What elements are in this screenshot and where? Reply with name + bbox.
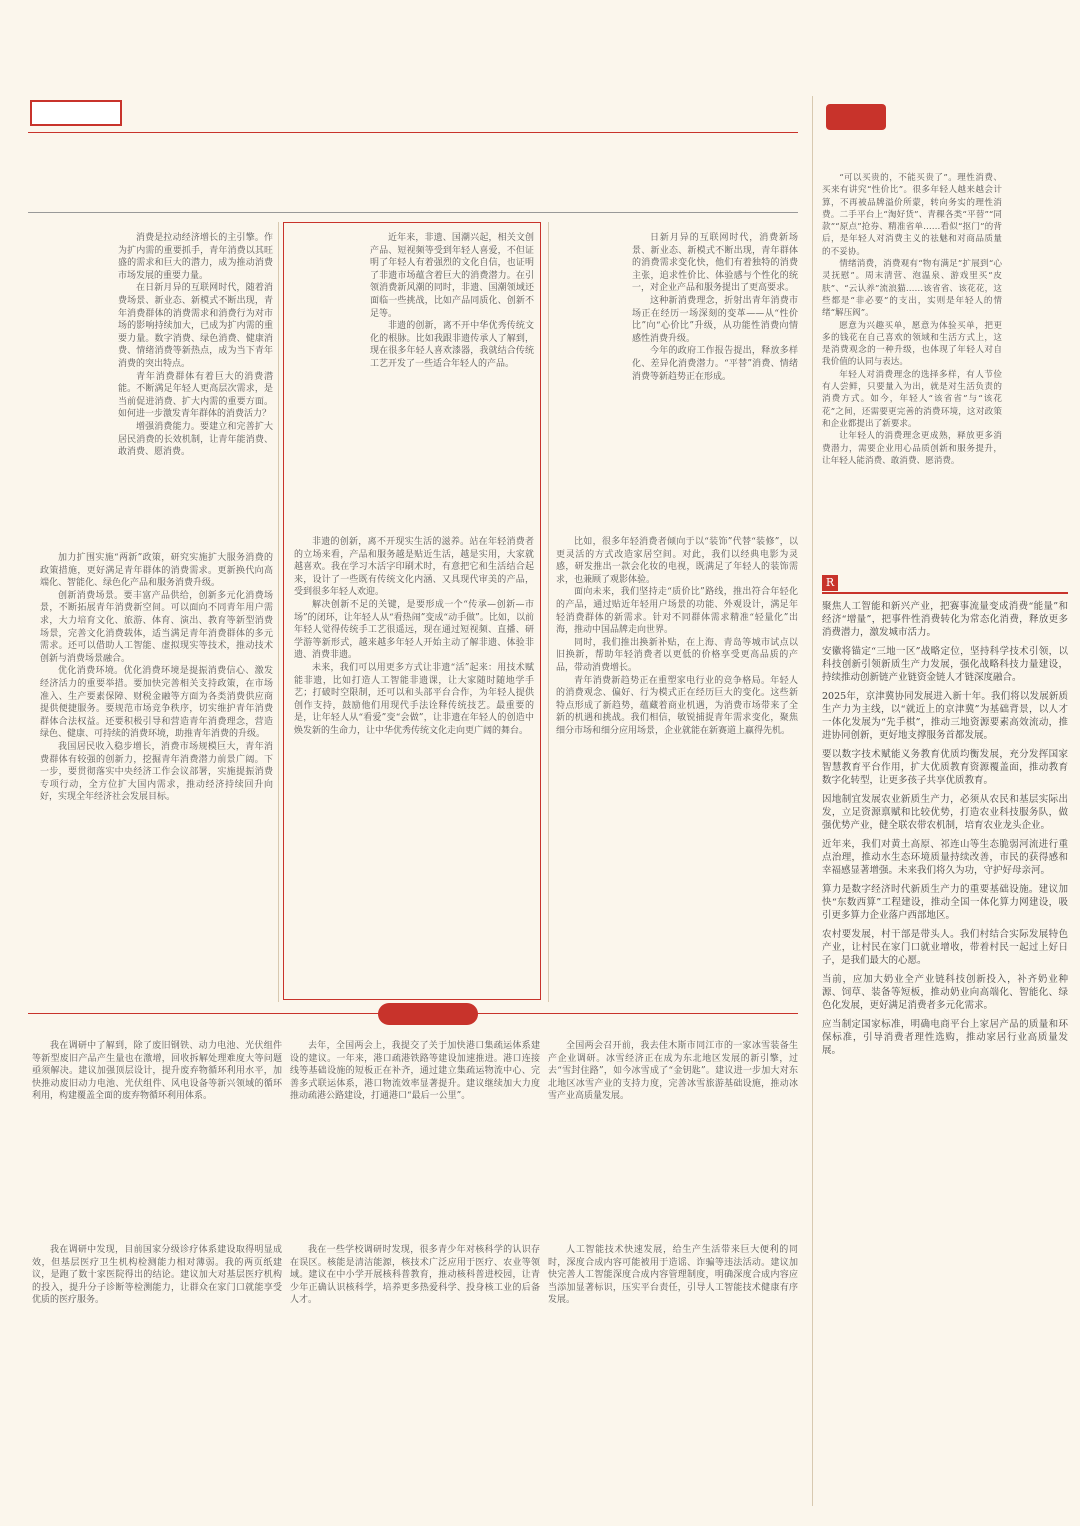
duty-article-body: 人工智能技术快速发展，给生产生活带来巨大便利的同时，深度合成内容可能被用于造谣、诈骗等违法活动。建议加快完善人工智能深度合成内容管理制度，明确深度合成内容应当添加显著标识，压实平台责任，引导人工智能技术健康有序发展。 [548, 1245, 798, 1306]
article-title [296, 234, 356, 534]
speech-item: 算力是数字经济时代新质生产力的重要基础设施。建议加快“东数西算”工程建设，推动全国一体化算力网建设，吸引更多算力企业落户西部地区。 [822, 884, 1068, 921]
speech-list [822, 600, 1068, 1480]
article-body: 消费是拉动经济增长的主引擎。作为扩内需的重要抓手，青年消费以其旺盛的需求和巨大的潜力，成为推动消费市场发展的重要力量。 在日新月异的互联网时代，随着消费场景、新业态、新模式不断出现，青年消费群体的消费需求和消费行为对市场的影响持续加大，已成为扩内需的重要力量。数字消费、绿色消费、健康消费、情绪消费等新热点，成为当下青年消费的突出特点。 青年消费群体有着巨大的消费潜能。不断满足年轻人更高层次需求，是当前促进消费、扩大内需的重要方面。如何进一步激发青年群体的消费活力？ 增强消费能力。要建立和完善扩大居民消费的长效机制，让青年能消费、敢消费、愿消费。 [118, 233, 273, 458]
slogan-badge [30, 100, 122, 126]
speech-item: 当前，应加大奶业全产业链科技创新投入，补齐奶业种源、饲草、装备等短板，推动奶业向高端化、智能化、绿色化发展，更好满足消费者多元化需求。 [822, 974, 1068, 1011]
speech-item: 应当制定国家标准，明确电商平台上家居产品的质量和环保标准，引导消费者理性选购，推动家居行业高质量发展。 [822, 1019, 1068, 1056]
duty-article [32, 1240, 282, 1450]
headline-rule [28, 212, 798, 213]
duty-article-body: 我在调研中发现，目前国家分级诊疗体系建设取得明显成效，但基层医疗卫生机构检测能力相对薄弱。我的两页纸建议，是跑了数十家医院得出的结论。建议加大对基层医疗机构的投入，提升分子诊断等检测能力，让群众在家门口就能享受优质的医疗服务。 [32, 1245, 282, 1306]
newspaper-logo [32, 28, 152, 74]
main-headline [38, 140, 798, 204]
article-body: 比如，很多年轻消费者倾向于以“装饰”代替“装修”，以更灵活的方式改造家居空间。对此，我们以经典电影为灵感，研发推出一款会化妆的电视，既满足了年轻人的装饰需求，也兼顾了观影体验。 面向未来，我们坚持走“质价比”路线，推出符合年轻化的产品，通过贴近年轻用户场景的功能、外观设计，满足年轻消费群体的新需求。针对不同群体需求精准“轻量化”出海，推动中国品牌走向世界。 同时，我们推出换新补贴，在上海、青岛等城市试点以旧换新，帮助年轻消费者以更低的价格享受更高品质的产品，带动消费增长。 青年消费新趋势正在重塑家电行业的竞争格局。年轻人的消费观念、偏好、行为模式正在经历巨大的变化。这些新特点形成了新趋势，蕴藏着商业机遇，为消费市场带来了全新的机遇和挑战。我们相信，敏锐捕捉青年需求变化，聚焦细分市场和细分应用场景，企业就能在新赛道上赢得先机。 [556, 537, 798, 736]
article-title [560, 232, 620, 552]
duty-section-title [378, 1003, 478, 1025]
article-title [40, 232, 100, 552]
duty-article-body: 去年，全国两会上，我提交了关于加快港口集疏运体系建设的建议。一年来，港口疏港铁路等建设加速推进。港口连接线等基础设施的短板正在补齐，通过建立集疏运物流中心、完善多式联运体系，港口物流效率显著提升。建议继续加大力度推动疏港公路建设，打通港口“最后一公里”。 [290, 1041, 540, 1102]
article-body: 近年来，非遗、国潮兴起，相关文创产品、短视频等受到年轻人喜爱，不但证明了年轻人有着强烈的文化自信，也证明了非遗市场蕴含着巨大的消费潜力。在引领消费新风潮的同时，非遗、国潮领域还面临一些挑战，比如产品同质化、创新不足等。 非遗的创新，离不开中华优秀传统文化的根脉。比如我跟非遗传承人了解到，现在很多年轻人喜欢漆器，我就结合传统工艺开发了一些适合年轻人的产品。 [370, 233, 534, 369]
hot-comment-quote [904, 96, 1004, 168]
article-body: 日新月异的互联网时代，消费新场景、新业态、新模式不断出现，青年群体的消费需求变化快，他们有着独特的消费主张，追求性价比、体验感与个性化的统一，对企业产品和服务提出了更高要求。 这种新消费理念，折射出青年消费市场正在经历一场深刻的变革——从“性价比”向“心价比”升级，从功能性消费向情感性消费升级。 今年的政府工作报告提出，释放多样化、差异化消费潜力。“平替”消费、情绪消费等新趋势正在形成。 [632, 233, 798, 382]
hot-comment-body: “可以买贵的，不能买贵了”。理性消费、买来有讲究“性价比”。很多年轻人越来越会计算，不再被品牌溢价所蒙，转向务实的理性消费。二手平台上“淘好货”、青稞各类“平替”“同款”“原点”抢券、精准省单……看似“抠门”的背后，是年轻人对消费主义的祛魅和对商品质量的不妥协。 情绪消费，消费观有“物有满足”扩展到“心灵抚慰”。周末清营、泡温泉、游戏里买“皮肤”、“云认养”流浪猫……该省省、该花花，这些都是“非必要”的支出，实则是年轻人的情绪“解压阀”。 愿意为兴趣买单，愿意为体验买单，把更多的钱花在自己喜欢的领域和生活方式上，这是消费观念的一种升级，也体现了年轻人对自我价值的认同与表达。 年轻人对消费理念的选择多样，有人节俭有人尝鲜，只要量入为出，就是对生活负责的消费方式。如今，年轻人“该省省”与“该花花”之间，还需要更完善的消费环境，这对政策和企业都提出了新要求。 让年轻人的消费理念更成熟，释放更多消费潜力，需要企业用心品质创新和服务提升，让年轻人能消费、敢消费、愿消费。 [822, 173, 1002, 466]
article-divider [278, 222, 279, 1002]
duty-article [548, 1240, 798, 1450]
article-body: 非遗的创新，离不开现实生活的滋养。站在年轻消费者的立场来看，产品和服务越是贴近生活，越是实用，大家就越喜欢。我在学习木活字印刷术时，有意把它和生活结合起来，设计了一些既有传统文化内涵、又具现代审美的产品，受到很多年轻人欢迎。 解决创新不足的关键，是要形成一个“传承—创新—市场”的闭环，让年轻人从“看热闹”变成“动手做”。比如，以前年轻人觉得传统手工艺很遥远，现在通过短视频、直播、研学游等新形式，越来越多年轻人开始主动了解非遗、体验非遗、消费非遗。 未来，我们可以用更多方式让非遗“活”起来：用技术赋能非遗，比如打造人工智能非遗课，让大家随时随地学手艺；打破时空限制，还可以和头部平台合作，为年轻人提供创作支持，鼓励他们用现代手法诠释传统技艺。最重要的是，让年轻人从“看爱”变“会做”，让非遗在年轻人的创造中焕发新的生命力，让中华优秀传统文化走向更广阔的舞台。 [294, 537, 534, 736]
lede-text [435, 28, 790, 100]
duty-article [290, 1240, 540, 1450]
duty-article [32, 1036, 282, 1236]
header-rule [28, 132, 798, 133]
speech-section-icon: R [822, 575, 838, 591]
speech-item: 要以数字技术赋能义务教育优质均衡发展，充分发挥国家智慧教育平台作用，扩大优质教育资源覆盖面，推动教育数字化转型，让更多孩子共享优质教育。 [822, 749, 1068, 786]
duty-article [290, 1036, 540, 1236]
speech-section-header [822, 572, 1068, 594]
speech-item: 近年来，我们对黄土高原、祁连山等生态脆弱河流进行重点治理，推动水生态环境质量持续改善，市民的获得感和幸福感显著增强。未来我们将久为功，守护好母亲河。 [822, 839, 1068, 876]
special-issue-title [150, 22, 400, 78]
article-body: 加力扩围实施“两新”政策，研究实施扩大服务消费的政策措施，更好满足青年群体的消费需求。更新换代向高端化、智能化、绿色化产品和服务消费升级。 创新消费场景。要丰富产品供给，创新多元化消费场景，不断拓展青年消费新空间。可以面向不同青年用户需求，大力培育文化、旅游、体育、演出、教育等新型消费场景，完善文化消费载体，适当满足青年消费群体的多元需求。还可以借助人工智能、虚拟现实等技术，推动技术创新与消费场景融合。 优化消费环境。优化消费环境是提振消费信心、激发经济活力的重要举措。要加快完善相关支持政策，在市场准入、生产要素保障、财税金融等方面为各类消费供应商提供便捷服务。要规范市场竞争秩序，切实维护青年消费群体合法权益。还要积极引导和营造青年消费理念，营造绿色、健康、可持续的消费环境，助推青年消费的升级。 我国居民收入稳步增长，消费市场规模巨大，青年消费群体有较强的创新力，挖掘青年消费潜力前景广阔。下一步，要贯彻落实中央经济工作会议部署，实施提振消费专项行动，全方位扩大国内需求，推动经济持续回升向好，实现全年经济社会发展目标。 [40, 553, 273, 803]
duty-article-body: 全国两会召开前，我去佳木斯市同江市的一家冰雪装备生产企业调研。冰雪经济正在成为东北地区发展的新引擎，过去“雪封住路”，如今冰雪成了“金钥匙”。建议进一步加大对东北地区冰雪产业的支持力度，完善冰雪旅游基础设施，推动冰雪产业高质量发展。 [548, 1041, 798, 1102]
speech-item: 安徽将锚定“三地一区”战略定位，坚持科学技术引领，以科技创新引领新质生产力发展，强化战略科技力量建设，持续推动创新链产业链资金链人才链深度融合。 [822, 646, 1068, 683]
article-divider [548, 222, 549, 1002]
duty-article-body: 我在一些学校调研时发现，很多青少年对核科学的认识存在误区。核能是清洁能源，核技术广泛应用于医疗、农业等领域。建议在中小学开展核科普教育，推动核科普进校园，让青少年正确认识核科学，培养更多热爱科学、投身核工业的后备人才。 [290, 1245, 540, 1306]
speech-item: 2025年，京津冀协同发展进入新十年。我们将以发展新质生产力为主线，以“就近上的京津冀”为基础背景，以人才一体化发展为“先手棋”，推动三地资源要素高效流动，推进协同创新，更好地支撑服务首都发展。 [822, 691, 1068, 741]
duty-article-body: 我在调研中了解到，除了废旧钢铁、动力电池、光伏组件等新型废旧产品产生量也在激增，回收拆解处理难度大等问题亟须解决。建议加强顶层设计，提升废弃物循环利用水平，加快推动废旧动力电池、光伏组件、风电设备等新兴领域的循环利用，构建覆盖全面的废弃物循环利用体系。 [32, 1041, 282, 1102]
speech-item: 聚焦人工智能和新兴产业，把赛事流量变成消费“能量”和经济“增量”，把事件性消费转化为常态化消费，释放更多消费潜力，激发城市活力。 [822, 601, 1068, 638]
right-column-divider [812, 96, 813, 1506]
speech-item: 农村要发展，村干部是带头人。我们村结合实际发展特色产业，让村民在家门口就业增收，带着村民一起过上好日子，是我们最大的心愿。 [822, 929, 1068, 966]
speech-item: 因地制宜发展农业新质生产力，必须从农民和基层实际出发，立足资源禀赋和比较优势，打造农业科技服务队，做强优势产业，健全联农带农机制，培育农业龙头企业。 [822, 794, 1068, 831]
duty-article [548, 1036, 798, 1236]
hot-comment-badge [826, 104, 886, 130]
